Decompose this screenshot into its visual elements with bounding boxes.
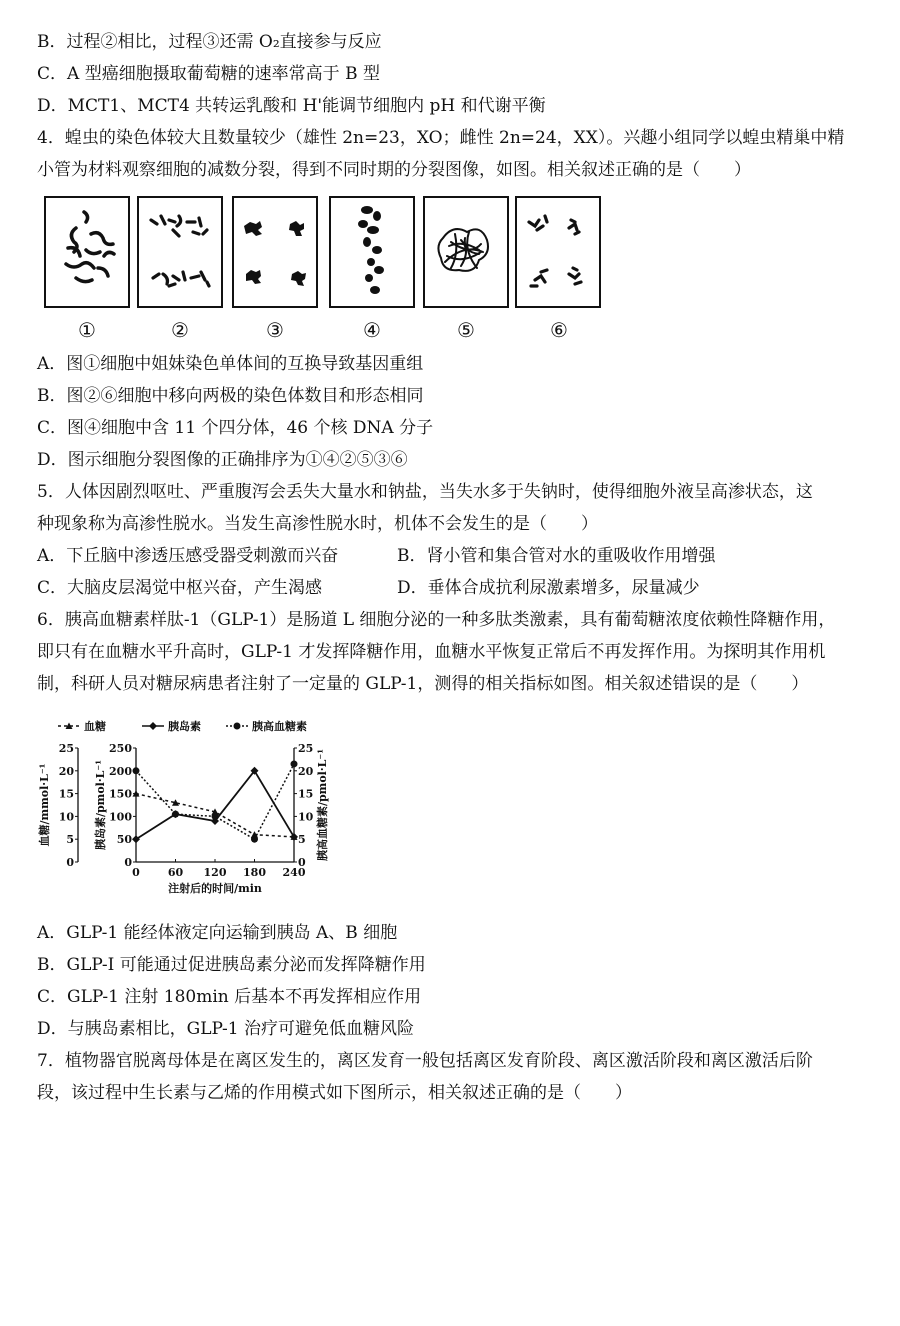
point-marker <box>291 760 298 767</box>
chart-series <box>132 760 298 843</box>
point-marker <box>133 767 140 774</box>
y-right-tick-label: 20 <box>298 764 314 778</box>
y-mid-tick-label: 50 <box>116 833 132 847</box>
option-3b: B．过程②相比，过程③还需 O₂直接参与反应 <box>37 32 382 52</box>
question-7-line-1: 7．植物器官脱离母体是在离区发生的，离区发育一般包括离区发育阶段、离区激活阶段和离区激活后阶 <box>37 1051 813 1071</box>
option-6d: D．与胰岛素相比，GLP-1 治疗可避免低血糖风险 <box>37 1019 414 1039</box>
legend-label: 胰岛素 <box>168 720 201 733</box>
option-6c: C．GLP-1 注射 180min 后基本不再发挥相应作用 <box>37 987 422 1007</box>
y-mid-tick-label: 200 <box>109 764 132 778</box>
option-5d: D．垂体合成抗利尿激素增多，尿量减少 <box>397 578 700 598</box>
point-marker <box>212 813 219 820</box>
chart-legend <box>58 719 307 733</box>
question-5-line-2: 种现象称为高渗性脱水。当发生高渗性脱水时，机体不会发生的是（ ） <box>37 514 598 534</box>
y-left-tick-label: 5 <box>66 833 74 847</box>
point-marker <box>251 836 258 843</box>
legend-label: 血糖 <box>84 720 106 733</box>
option-5c: C．大脑皮层渴觉中枢兴奋，产生渴感 <box>37 578 323 598</box>
y-mid-tick-label: 0 <box>124 856 132 869</box>
option-4b: B．图②⑥细胞中移向两极的染色体数目和形态相同 <box>37 386 424 406</box>
x-tick-label: 120 <box>203 866 227 879</box>
point-marker <box>234 723 241 730</box>
series-line-2 <box>136 771 294 839</box>
question-4-line-1: 4．蝗虫的染色体较大且数量较少（雄性 2n=23，XO；雌性 2n=24，XX）。兴趣小组同学以蝗虫精巢中精 <box>37 128 845 148</box>
panel-label-5: ⑤ <box>457 318 475 342</box>
panel-label-2: ② <box>171 318 189 342</box>
option-5b: B．肾小管和集合管对水的重吸收作用增强 <box>397 546 716 566</box>
option-3c: C．A 型癌细胞摄取葡萄糖的速率常高于 B 型 <box>37 64 380 84</box>
question-6-line-3: 制，科研人员对糖尿病患者注射了一定量的 GLP-1，测得的相关指标如图。相关叙述错误的是（ ） <box>37 674 809 694</box>
y-right-tick-label: 25 <box>298 742 314 755</box>
series-line-3 <box>136 764 294 839</box>
question-6-line-1: 6．胰高血糖素样肽-1（GLP-1）是肠道 L 细胞分泌的一种多肽类激素，具有葡萄糖浓度依赖性降糖作用， <box>37 610 836 630</box>
cell-panel-1 <box>44 196 130 308</box>
cell-panel-3 <box>232 196 318 308</box>
x-tick-label: 0 <box>132 866 140 879</box>
panel-label-1: ① <box>78 318 96 342</box>
panel-label-3: ③ <box>266 318 284 342</box>
option-5a: A．下丘脑中渗透压感受器受刺激而兴奋 <box>37 546 339 566</box>
option-6a: A．GLP-1 能经体液定向运输到胰岛 A、B 细胞 <box>37 923 398 943</box>
y-right-tick-label: 5 <box>298 833 306 847</box>
x-tick-label: 240 <box>282 866 306 879</box>
panel-label-6: ⑥ <box>550 318 568 342</box>
option-4a: A．图①细胞中姐妹染色单体间的互换导致基因重组 <box>37 354 424 374</box>
question-6-line-2: 即只有在血糖水平升高时，GLP-1 才发挥降糖作用，血糖水平恢复正常后不再发挥作用。为探明其作用机 <box>37 642 826 662</box>
y-right-tick-label: 10 <box>298 810 314 824</box>
y-left-tick-label: 15 <box>58 787 74 801</box>
legend-label: 胰高血糖素 <box>252 720 307 733</box>
y-left-tick-label: 25 <box>58 742 74 755</box>
panel-label-4: ④ <box>363 318 381 342</box>
x-tick-label: 180 <box>243 866 266 879</box>
x-axis-label: 注射后的时间/min <box>168 882 262 895</box>
y-right-tick-label: 0 <box>298 856 306 869</box>
y-right-tick-label: 15 <box>298 787 314 801</box>
y-left-tick-label: 10 <box>58 810 74 824</box>
y-mid-tick-label: 250 <box>109 742 132 755</box>
point-marker <box>172 811 179 818</box>
cell-panel-6 <box>515 196 601 308</box>
question-5-line-1: 5．人体因剧烈呕吐、严重腹泻会丢失大量水和钠盐，当失水多于失钠时，使得细胞外液呈高渗状态，这 <box>37 482 813 502</box>
glp1-chart <box>36 716 336 901</box>
question-4-line-2: 小管为材料观察细胞的减数分裂，得到不同时期的分裂图像，如图。相关叙述正确的是（ ） <box>37 160 751 180</box>
option-4d: D．图示细胞分裂图像的正确排序为①④②⑤③⑥ <box>37 450 408 470</box>
chart-axes <box>37 742 329 895</box>
y-left-tick-label: 0 <box>66 856 74 869</box>
y-mid-axis-label: 胰岛素/pmol·L⁻¹ <box>94 759 107 851</box>
y-right-axis-label: 胰高血糖素/pmol·L⁻¹ <box>316 748 329 862</box>
y-left-tick-label: 20 <box>58 764 74 778</box>
cell-panel-4 <box>329 196 415 308</box>
question-7-line-2: 段，该过程中生长素与乙烯的作用模式如下图所示，相关叙述正确的是（ ） <box>37 1083 632 1103</box>
x-tick-label: 60 <box>167 866 184 879</box>
y-mid-tick-label: 150 <box>109 787 132 801</box>
option-4c: C．图④细胞中含 11 个四分体，46 个核 DNA 分子 <box>37 418 434 438</box>
point-marker <box>149 722 157 730</box>
option-3d: D．MCT1、MCT4 共转运乳酸和 H'能调节细胞内 pH 和代谢平衡 <box>37 96 546 116</box>
option-6b: B．GLP-I 可能通过促进胰岛素分泌而发挥降糖作用 <box>37 955 426 975</box>
cell-panel-5 <box>423 196 509 308</box>
y-mid-tick-label: 100 <box>109 810 132 824</box>
cell-panel-2 <box>137 196 223 308</box>
y-left-axis-label: 血糖/mmol·L⁻¹ <box>38 763 51 847</box>
